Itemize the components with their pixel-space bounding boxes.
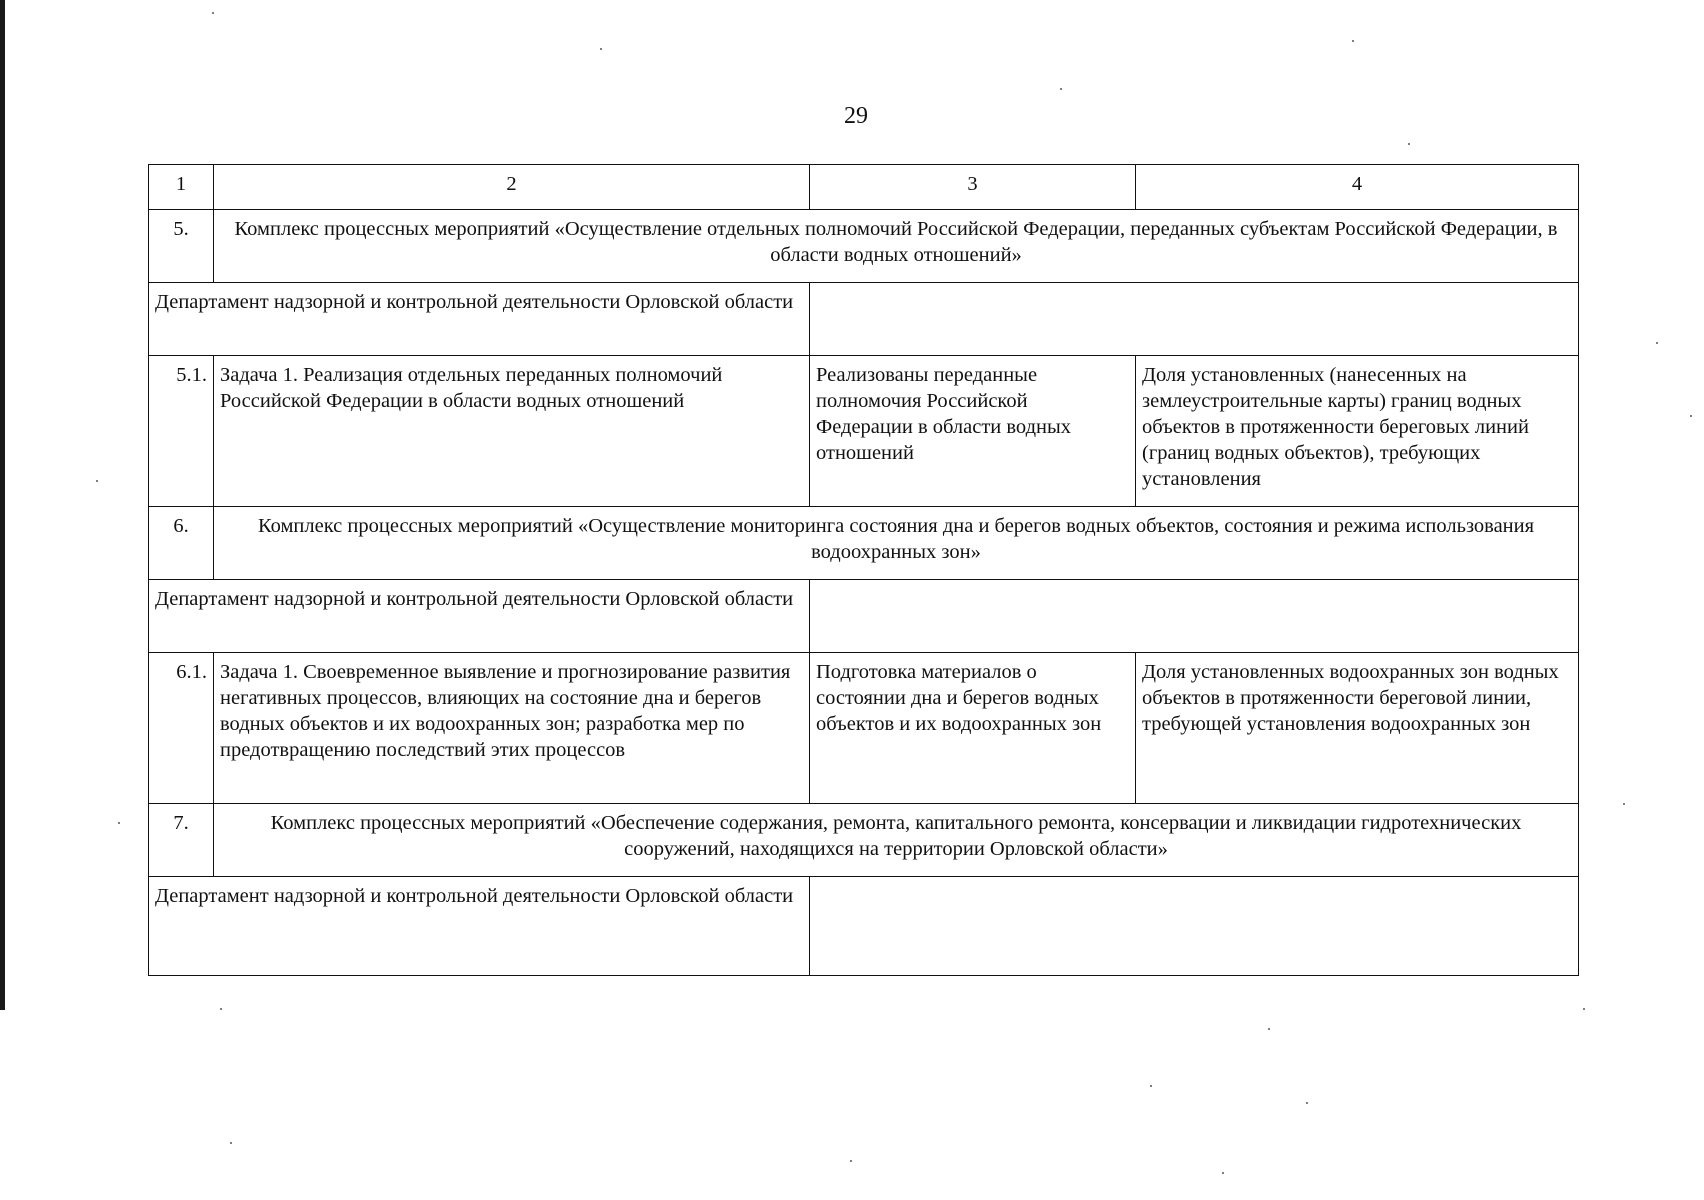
task-description: Задача 1. Своевременное выявление и прогнозирование развития негативных процессов, влияющих на состояние дна и берегов водных объектов и их водоохранных зон; разработка мер по предотвращению последствий этих процессов bbox=[214, 653, 810, 804]
scan-speck bbox=[230, 1142, 232, 1144]
task-description: Задача 1. Реализация отдельных переданных полномочий Российской Федерации в области водных отношений bbox=[214, 356, 810, 507]
scan-speck bbox=[1060, 88, 1062, 90]
section-row bbox=[149, 804, 1579, 877]
section-title: Комплекс процессных мероприятий «Осуществление мониторинга состояния дна и берегов водных объектов, состояния и режима использования водоохранных зон» bbox=[214, 507, 1579, 580]
scan-speck bbox=[1306, 1102, 1308, 1104]
page-number: 29 bbox=[844, 103, 868, 129]
section-row bbox=[149, 210, 1579, 283]
department-row bbox=[149, 283, 1579, 356]
column-header-1: 1 bbox=[149, 165, 214, 210]
task-indicator: Доля установленных (нанесенных на землеустроительные карты) границ водных объектов в протяженности береговых линий (границ водных объектов), требующих установления bbox=[1136, 356, 1579, 507]
measures-table bbox=[148, 164, 1579, 976]
scan-speck bbox=[1268, 1028, 1270, 1030]
column-header-4: 4 bbox=[1136, 165, 1579, 210]
scan-speck bbox=[1623, 803, 1625, 805]
scan-speck bbox=[1690, 415, 1692, 417]
scan-speck bbox=[1408, 143, 1410, 145]
scan-edge bbox=[0, 0, 5, 1010]
task-row bbox=[149, 356, 1579, 507]
scan-speck bbox=[1150, 1085, 1152, 1087]
scan-speck bbox=[600, 48, 602, 50]
task-indicator: Доля установленных водоохранных зон водных объектов в протяженности береговой линии, требующей установления водоохранных зон bbox=[1136, 653, 1579, 804]
task-number: 5.1. bbox=[149, 356, 214, 507]
department-name: Департамент надзорной и контрольной деятельности Орловской области bbox=[149, 877, 810, 976]
department-row bbox=[149, 580, 1579, 653]
task-result: Подготовка материалов о состоянии дна и берегов водных объектов и их водоохранных зон bbox=[810, 653, 1136, 804]
section-number: 6. bbox=[149, 507, 214, 580]
section-number: 5. bbox=[149, 210, 214, 283]
section-number: 7. bbox=[149, 804, 214, 877]
task-number: 6.1. bbox=[149, 653, 214, 804]
department-name: Департамент надзорной и контрольной деятельности Орловской области bbox=[149, 283, 810, 356]
scan-speck bbox=[220, 1008, 222, 1010]
section-row bbox=[149, 507, 1579, 580]
department-row bbox=[149, 877, 1579, 976]
department-empty-cell bbox=[810, 877, 1579, 976]
table-header-row bbox=[149, 165, 1579, 210]
scan-speck bbox=[212, 12, 214, 14]
column-header-3: 3 bbox=[810, 165, 1136, 210]
section-title: Комплекс процессных мероприятий «Осуществление отдельных полномочий Российской Федерации, переданных субъектам Российской Федерации, в области водных отношений» bbox=[214, 210, 1579, 283]
scan-speck bbox=[96, 480, 98, 482]
scan-speck bbox=[1656, 342, 1658, 344]
scan-speck bbox=[850, 1160, 852, 1162]
column-header-2: 2 bbox=[214, 165, 810, 210]
section-title: Комплекс процессных мероприятий «Обеспечение содержания, ремонта, капитального ремонта, консервации и ликвидации гидротехнических сооружений, находящихся на территории Орловской области» bbox=[214, 804, 1579, 877]
department-empty-cell bbox=[810, 580, 1579, 653]
scan-speck bbox=[1222, 1172, 1224, 1174]
scan-speck bbox=[1583, 1008, 1585, 1010]
task-row bbox=[149, 653, 1579, 804]
department-empty-cell bbox=[810, 283, 1579, 356]
scan-speck bbox=[1352, 40, 1354, 42]
scan-speck bbox=[118, 822, 120, 824]
department-name: Департамент надзорной и контрольной деятельности Орловской области bbox=[149, 580, 810, 653]
task-result: Реализованы переданные полномочия Российской Федерации в области водных отношений bbox=[810, 356, 1136, 507]
